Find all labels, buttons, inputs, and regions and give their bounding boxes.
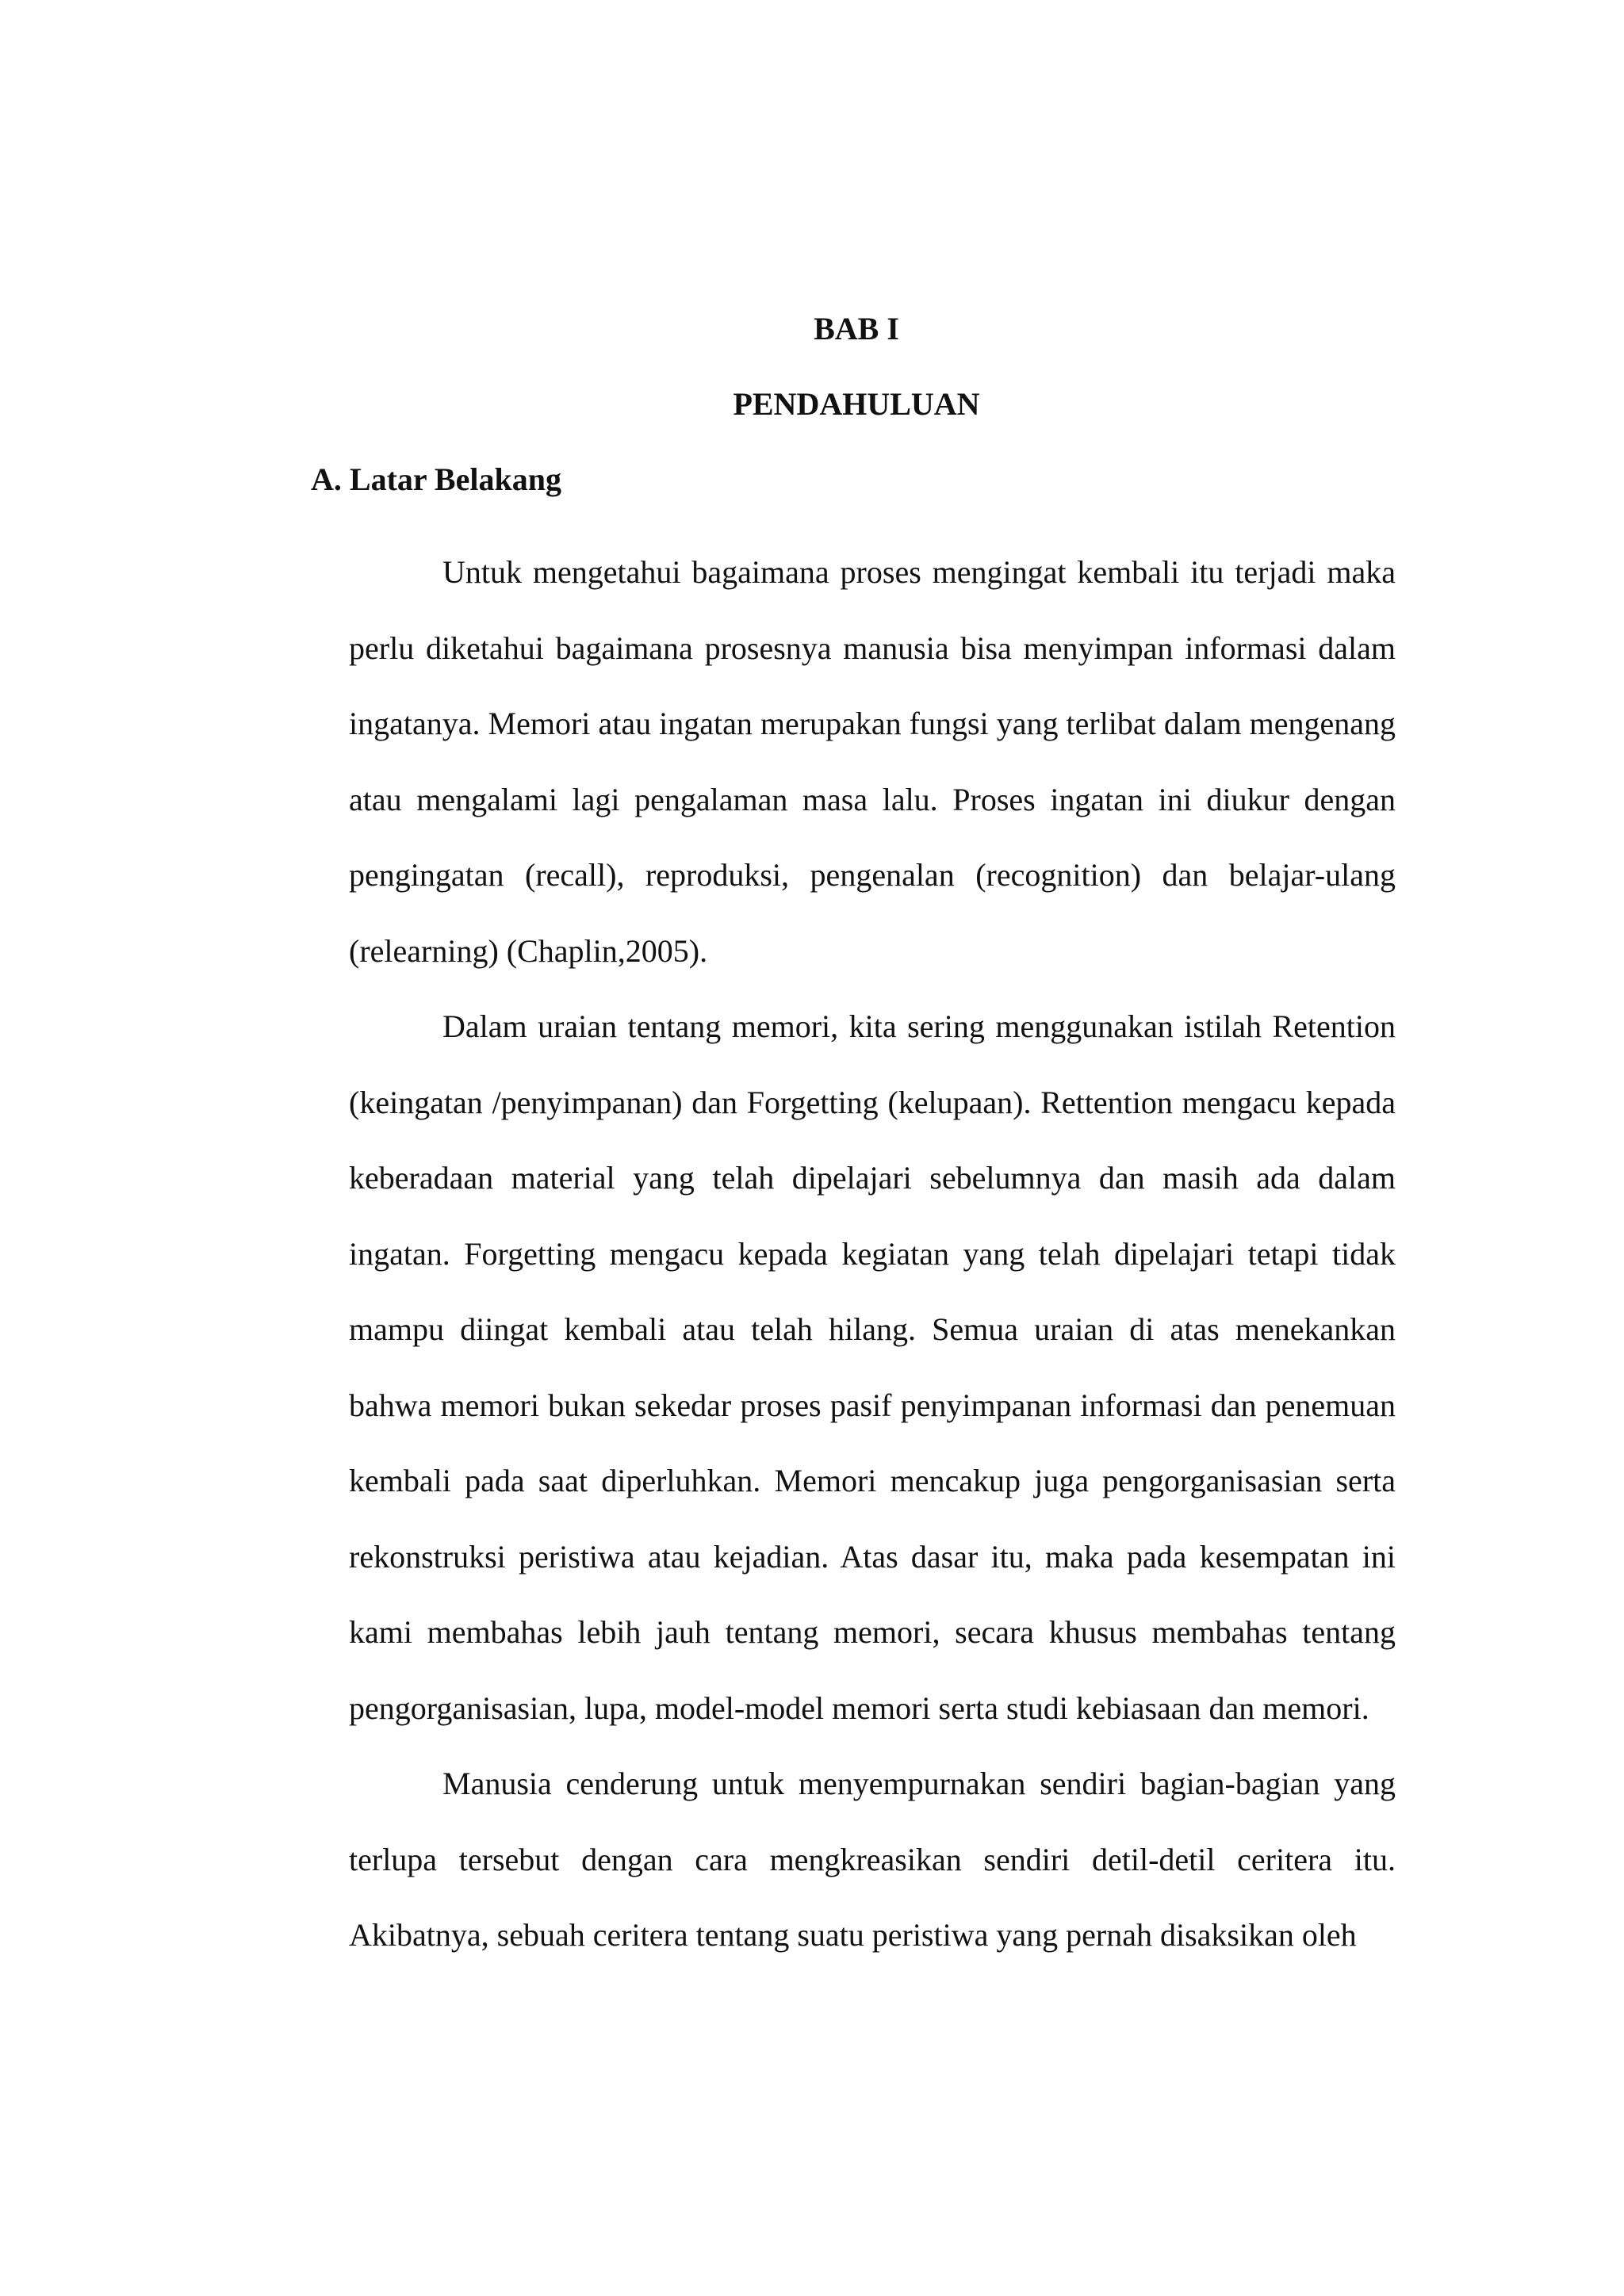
paragraph-3: Manusia cenderung untuk menyempurnakan sendiri bagian-bagian yang terlupa tersebut dengan cara mengkreasikan sendiri detil-detil ceritera itu. Akibatnya, sebuah ceritera tentang suatu peristiwa yang pernah disaksikan oleh xyxy=(349,1766,1396,1953)
body-text xyxy=(349,534,1396,1973)
paragraph-2: Dalam uraian tentang memori, kita sering menggunakan istilah Retention (keingatan /penyimpanan) dan Forgetting (kelupaan). Rettention mengacu kepada keberadaan material yang telah dipelajari sebelumnya dan masih ada dalam ingatan. Forgetting mengacu kepada kegiatan yang telah dipelajari tetapi tidak mampu diingat kembali atau telah hilang. Semua uraian di atas menekankan bahwa memori bukan sekedar proses pasif penyimpanan informasi dan penemuan kembali pada saat diperluhkan. Memori mencakup juga pengorganisasian serta rekonstruksi peristiwa atau kejadian. Atas dasar itu, maka pada kesempatan ini kami membahas lebih jauh tentang memori, secara khusus membahas tentang pengorganisasian, lupa, model-model memori serta studi kebiasaan dan memori. xyxy=(349,1008,1396,1726)
paragraph-1: Untuk mengetahui bagaimana proses mengingat kembali itu terjadi maka perlu diketahui bagaimana prosesnya manusia bisa menyimpan informasi dalam ingatanya. Memori atau ingatan merupakan fungsi yang terlibat dalam mengenang atau mengalami lagi pengalaman masa lalu. Proses ingatan ini diukur dengan pengingatan (recall), reproduksi, pengenalan (recognition) dan belajar-ulang (relearning) (Chaplin,2005). xyxy=(349,554,1396,969)
chapter-number: BAB I xyxy=(814,311,899,346)
section-heading: A. Latar Belakang xyxy=(311,461,561,497)
chapter-title: PENDAHULUAN xyxy=(733,386,980,422)
